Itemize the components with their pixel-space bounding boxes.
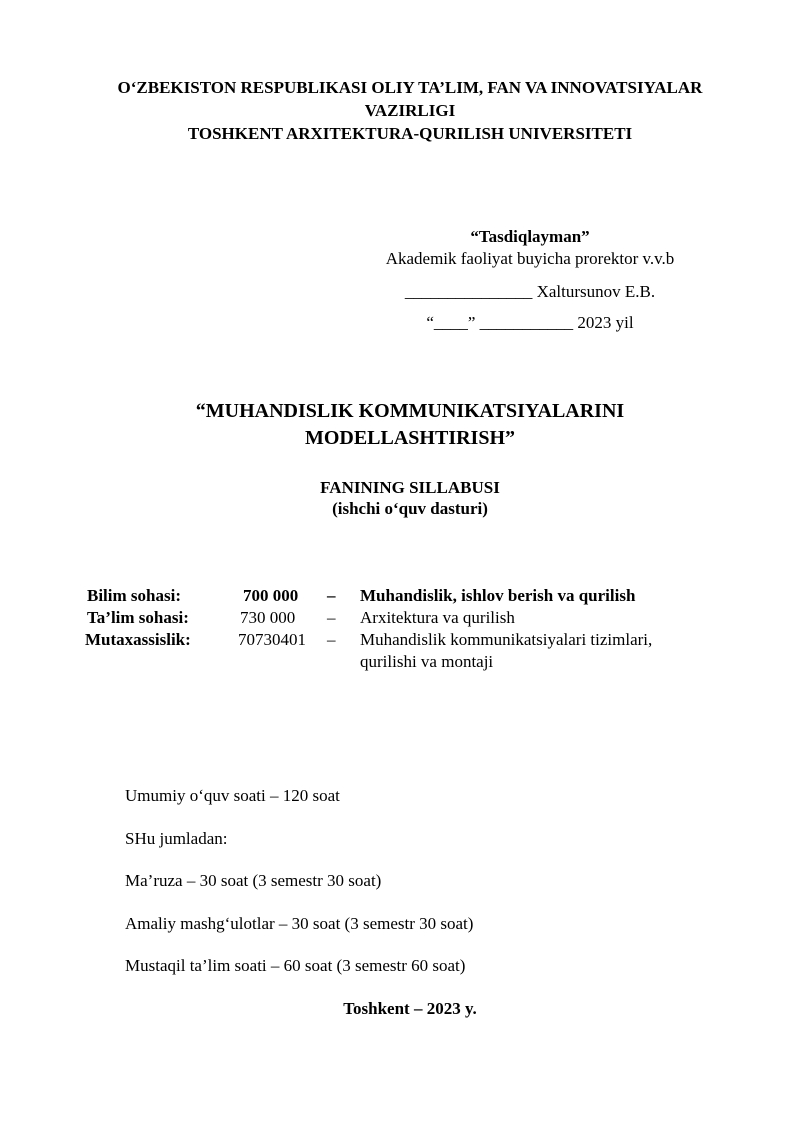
approval-title: “Tasdiqlayman” [470, 227, 590, 246]
syllabus-subtitle: (ishchi o‘quv dasturi) [332, 499, 488, 518]
subject-title-line-1: “MUHANDISLIK KOMMUNIKATSIYALARINI [195, 400, 625, 422]
field-code: 700 000 [243, 586, 299, 605]
field-row-education-area [0, 607, 800, 629]
independent-study-hours: Mustaqil ta’lim soati – 60 soat (3 semestr 60 soat) [125, 956, 466, 975]
field-label: Bilim sohasi: [87, 586, 181, 605]
field-code: 730 000 [240, 608, 296, 627]
field-label: Mutaxassislik: [85, 630, 191, 649]
approval-date: “____” ___________ 2023 yil [426, 313, 634, 332]
including-label: SHu jumladan: [125, 828, 228, 848]
practical-hours: Amaliy mashg‘ulotlar – 30 soat (3 semestr 30 soat) [125, 913, 474, 933]
subject-title-line-2: MODELLASHTIRISH” [304, 427, 516, 449]
syllabus-heading [60, 477, 760, 519]
ministry-header [60, 76, 760, 145]
field-name: Arxitektura va qurilish [360, 608, 515, 627]
total-hours: Umumiy o‘quv soati – 120 soat [125, 786, 340, 805]
field-dash: – [327, 608, 336, 627]
field-code: 70730401 [238, 630, 306, 649]
lecture-hours: Ma’ruza – 30 soat (3 semestr 30 soat) [125, 871, 382, 890]
field-name: Muhandislik, ishlov berish va qurilish [360, 586, 636, 605]
approval-signature: _______________ Xaltursunov E.B. [404, 282, 656, 301]
hours-breakdown [125, 785, 473, 998]
field-row-specialty [0, 629, 800, 673]
fields-table [0, 585, 800, 673]
university-name: TOSHKENT ARXITEKTURA-QURILISH UNIVERSITETI [187, 124, 633, 143]
subject-title [60, 398, 760, 452]
field-label: Ta’lim sohasi: [87, 608, 189, 627]
place-and-year: Toshkent – 2023 y. [343, 999, 477, 1018]
syllabus-title: FANINING SILLABUSI [320, 478, 500, 497]
approval-block [330, 226, 730, 334]
field-dash: – [327, 586, 336, 605]
approval-role: Akademik faoliyat buyicha prorektor v.v.b [385, 249, 675, 268]
field-dash: – [327, 630, 336, 649]
ministry-line-2: VAZIRLIGI [364, 101, 456, 120]
field-name-line-2: qurilishi va montaji [360, 652, 494, 671]
field-name: Muhandislik kommunikatsiyalari tizimlari, [360, 630, 653, 649]
ministry-line-1: O‘ZBEKISTON RESPUBLIKASI OLIY TA’LIM, FAN VA INNOVATSIYALAR [117, 78, 703, 97]
field-row-knowledge-area [0, 585, 800, 607]
